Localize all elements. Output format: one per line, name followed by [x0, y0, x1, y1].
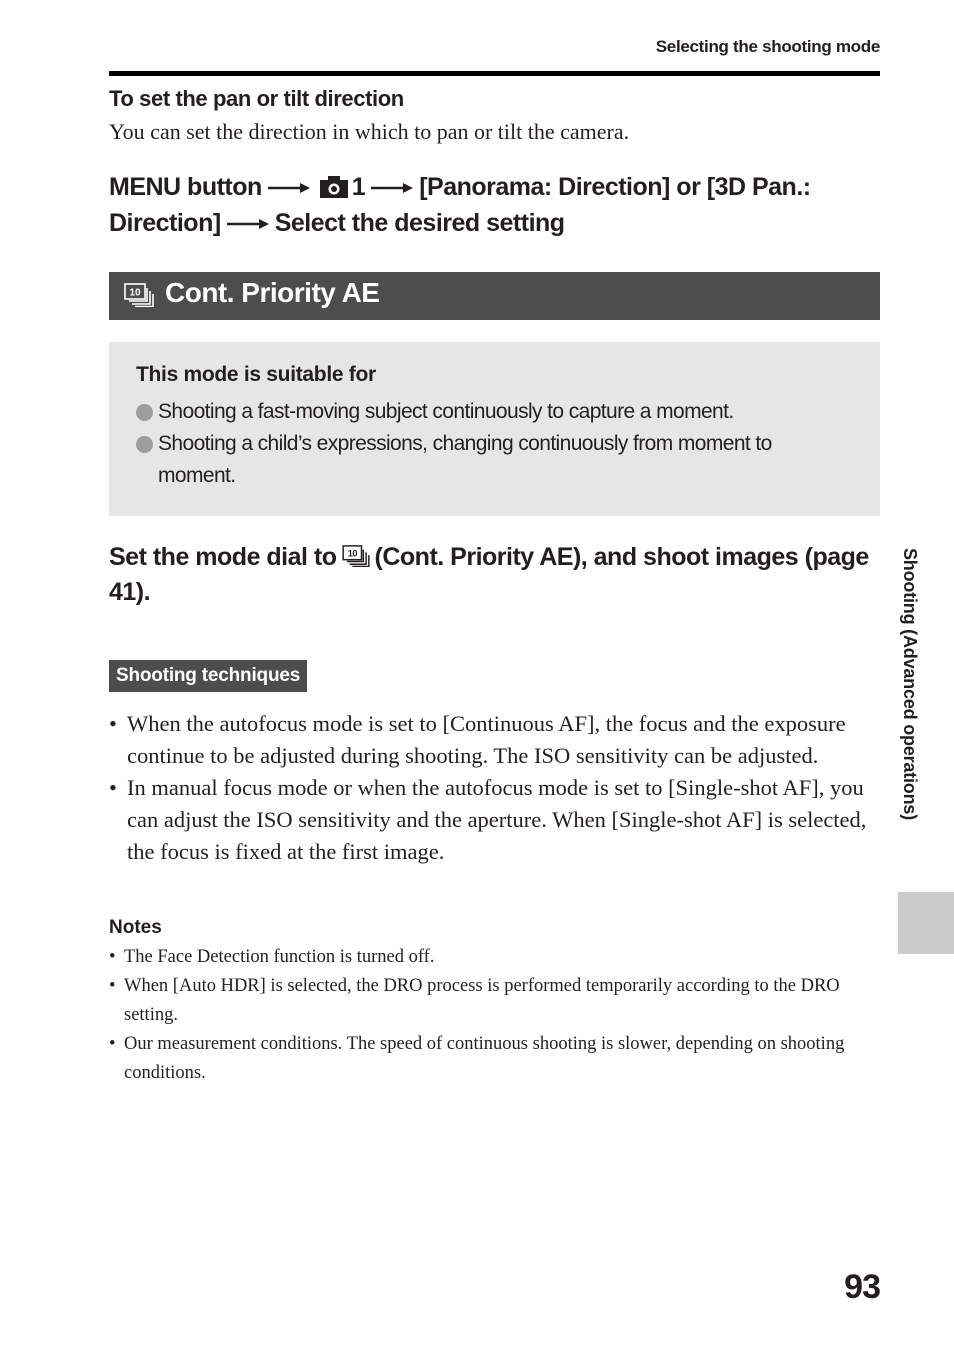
page-number: 93 [844, 1268, 880, 1306]
camera-menu-icon [320, 176, 348, 198]
menu-path-part-1: MENU button [109, 173, 262, 201]
suitable-for-list [136, 396, 836, 492]
section-title: Cont. Priority AE [165, 277, 380, 308]
menu-path-part-4: Select the desired setting [274, 209, 565, 237]
running-header: Selecting the shooting mode [655, 37, 880, 56]
list-item: • When [Auto HDR] is selected, the DRO process is performed temporarily according to the DRO setting. [109, 972, 880, 1030]
list-item: • When the autofocus mode is set to [Continuous AF], the focus and the exposure continue to be adjusted during shooting. The ISO sensitivity can be adjusted. [109, 708, 880, 772]
list-item: • In manual focus mode or when the autofocus mode is set to [Single-shot AF], you can adjust the ISO sensitivity and the aperture. When [Single-shot AF] is selected, the focus is fixed at the first image. [109, 772, 880, 868]
suitable-for-title: This mode is suitable for [136, 363, 376, 386]
cont-priority-ae-icon [124, 283, 154, 307]
menu-path-instruction [109, 169, 869, 241]
svg-text:10: 10 [347, 548, 357, 559]
arrow-right-icon [268, 183, 310, 193]
svg-text:10: 10 [129, 287, 141, 299]
list-item: Shooting a fast-moving subject continuously to capture a moment. [136, 396, 836, 428]
suitable-for-box [109, 342, 880, 516]
list-item: • Our measurement conditions. The speed of continuous shooting is slower, depending on shooting conditions. [109, 1030, 880, 1088]
arrow-right-icon [371, 183, 413, 193]
arrow-right-icon [227, 219, 269, 229]
list-item: Shooting a child’s expressions, changing continuously from moment to moment. [136, 428, 836, 492]
shooting-techniques-list [109, 708, 880, 868]
notes-list [109, 943, 880, 1088]
notes-title: Notes [109, 917, 162, 938]
bullet-dot-icon [136, 404, 153, 421]
side-tab-label: Shooting (Advanced operations) [900, 548, 920, 821]
shooting-techniques-label: Shooting techniques [109, 660, 307, 692]
side-tab-marker [898, 892, 954, 954]
pan-tilt-heading: To set the pan or tilt direction [109, 86, 404, 111]
instruction-after: (Cont. Priority AE), and shoot images (page 41). [109, 543, 869, 606]
mode-dial-instruction [109, 540, 869, 610]
pan-tilt-description: You can set the direction in which to pan or tilt the camera. [109, 119, 630, 144]
menu-path-part-2: 1 [351, 173, 366, 201]
instruction-before: Set the mode dial to [109, 543, 337, 571]
header-rule [109, 71, 880, 76]
cont-priority-ae-icon [341, 545, 371, 567]
bullet-dot-icon [136, 436, 153, 453]
list-item: • The Face Detection function is turned off. [109, 943, 880, 972]
section-heading-bar [109, 272, 880, 320]
menu-path-part-3: [Panorama: Direction] or [3D Pan.: Direction] [109, 173, 811, 237]
